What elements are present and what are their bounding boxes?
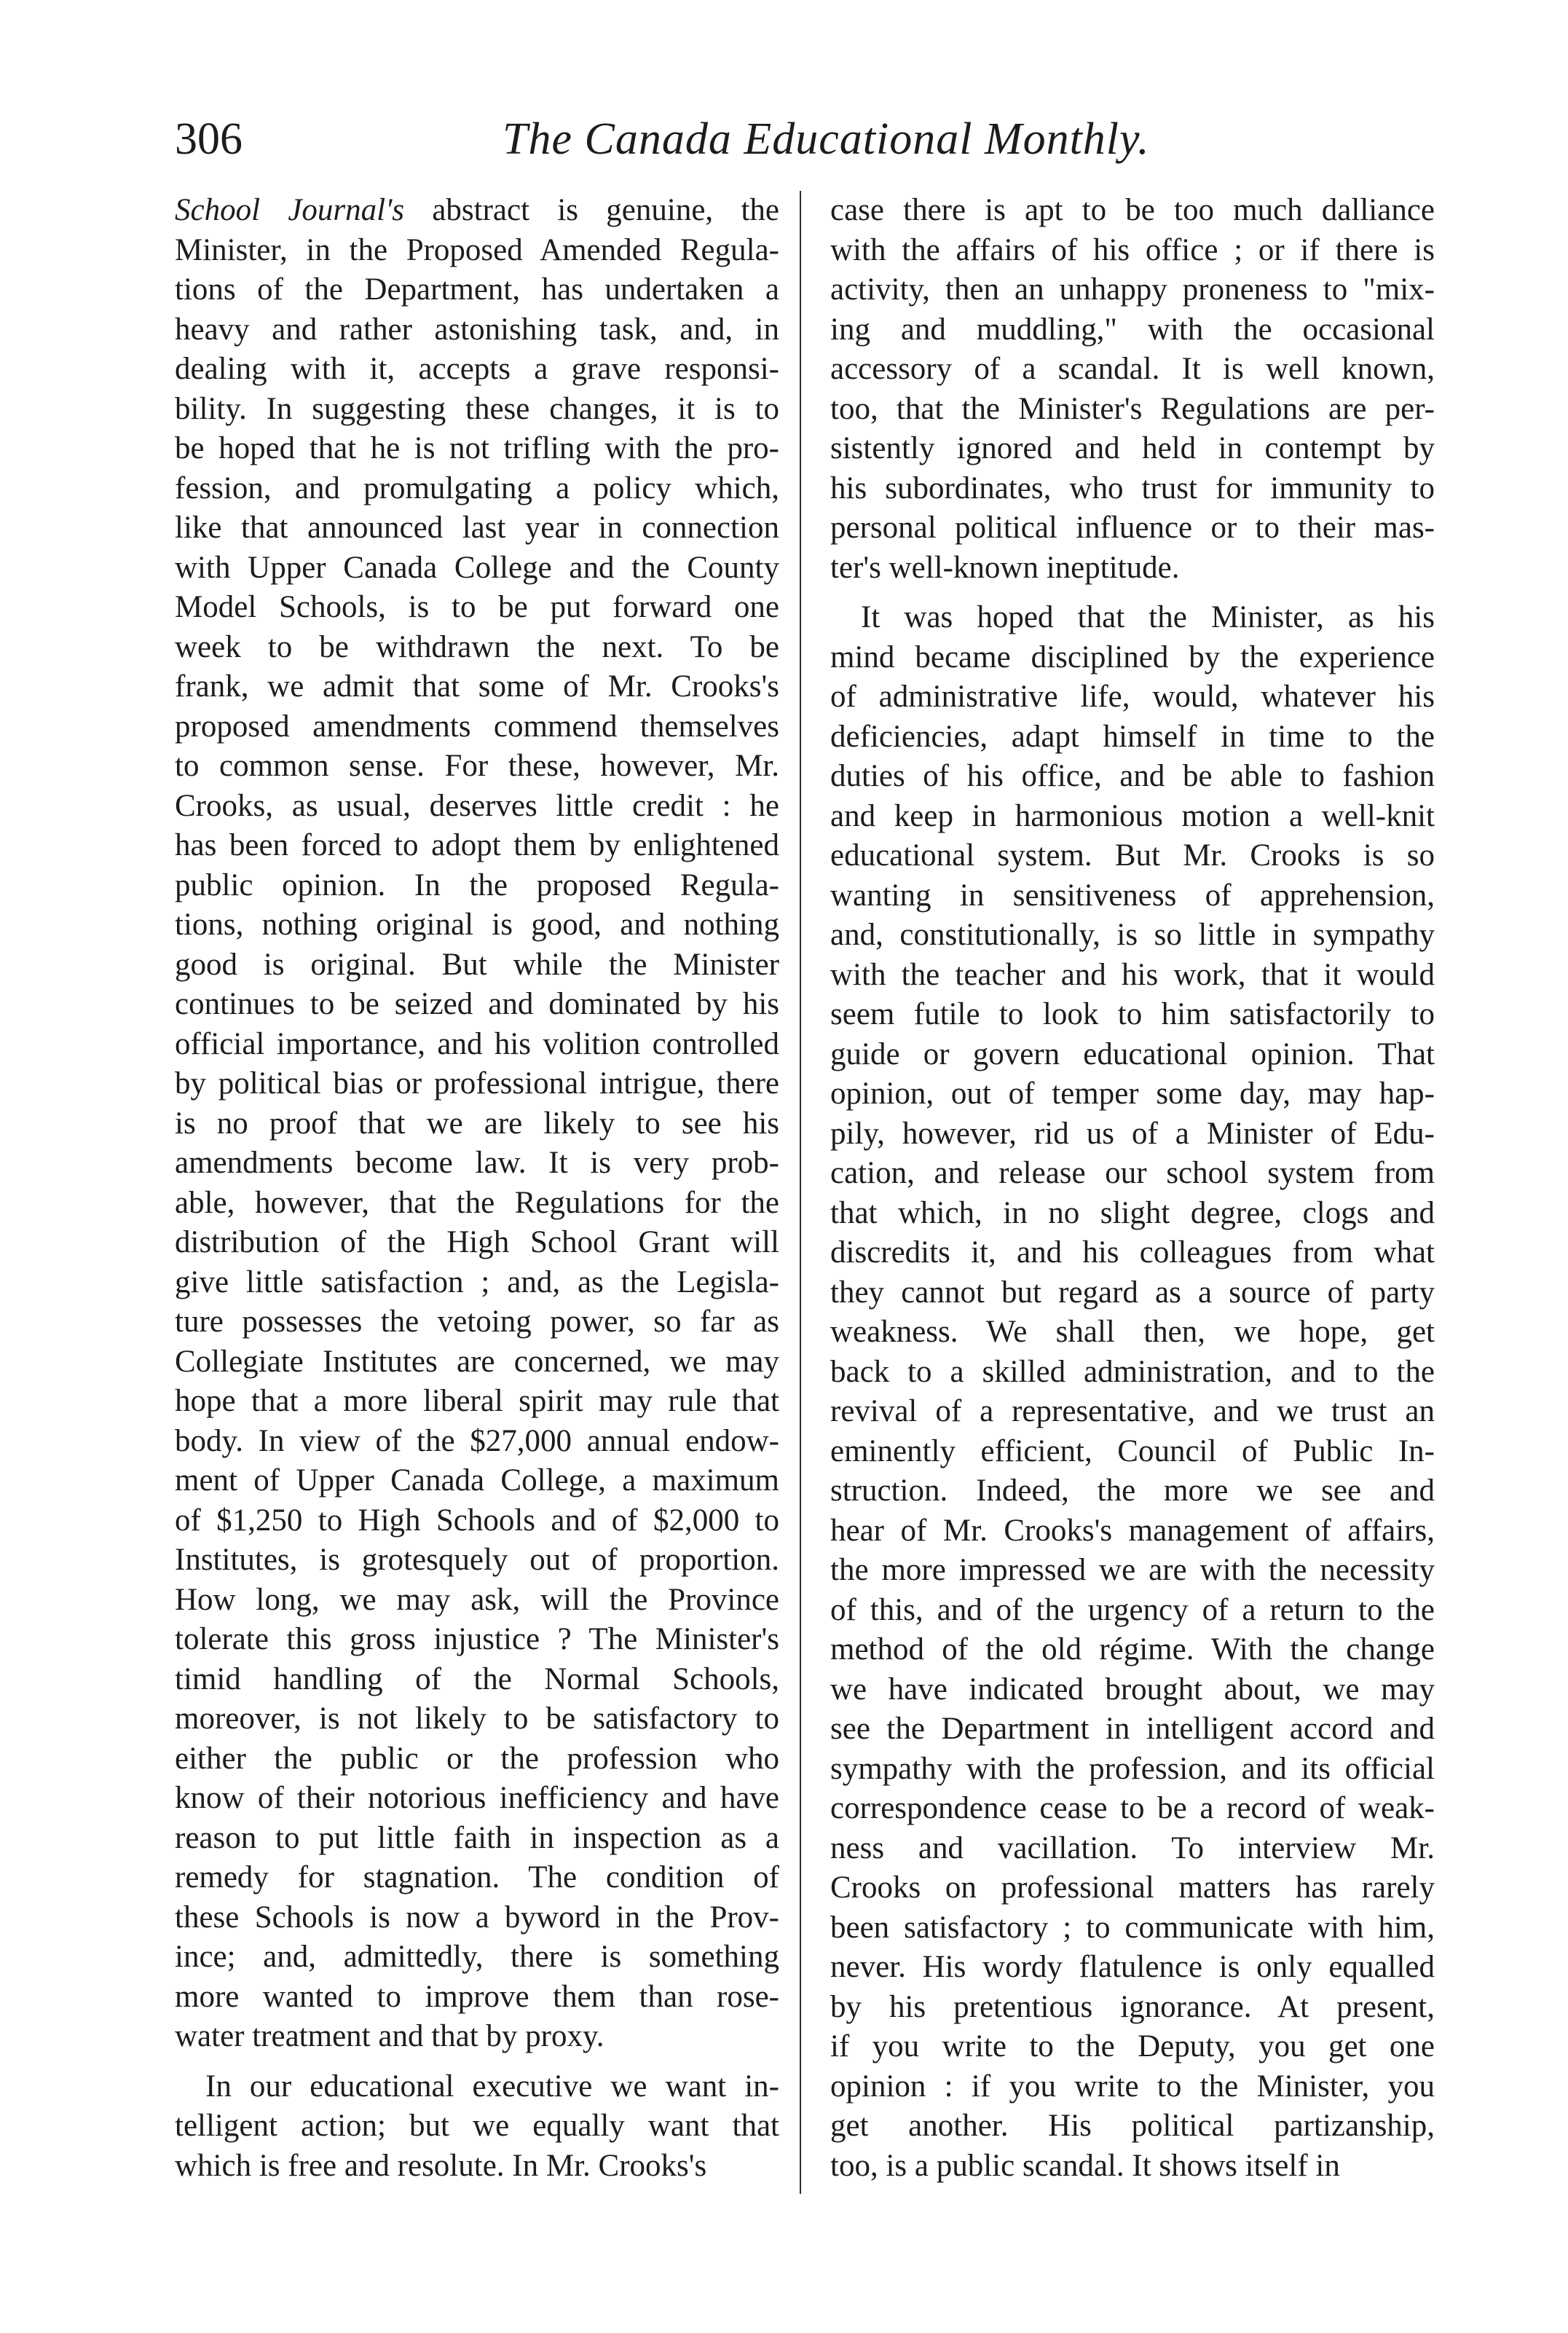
text-line: case there is apt to be too much dalliance — [830, 193, 1435, 227]
text-line: be hoped that he is not trifling with the pro- — [175, 431, 779, 465]
text-line: Collegiate Institutes are concerned, we may — [175, 1344, 779, 1379]
text-line: School Journal's abstract is genuine, the — [175, 193, 779, 227]
text-line: revival of a representative, and we trust an — [830, 1394, 1435, 1428]
text-line: personal political influence or to their mas- — [830, 511, 1435, 545]
text-line: tions, nothing original is good, and nothing — [175, 908, 779, 942]
text-line: opinion : if you write to the Minister, you — [830, 2069, 1435, 2104]
text-line: frank, we admit that some of Mr. Crooks's — [175, 669, 779, 704]
text-line: like that announced last year in connection — [175, 511, 779, 545]
text-line: discredits it, and his colleagues from what — [830, 1235, 1435, 1270]
text-line: activity, then an unhappy proneness to "mix- — [830, 272, 1435, 307]
text-line: tions of the Department, has undertaken a — [175, 272, 779, 307]
text-line: tolerate this gross injustice ? The Minister's — [175, 1622, 779, 1656]
text-line: week to be withdrawn the next. To be — [175, 629, 779, 664]
text-line: struction. Indeed, the more we see and — [830, 1474, 1435, 1508]
text-line: that which, in no slight degree, clogs and — [830, 1195, 1435, 1230]
text-line: get another. His political partizanship, — [830, 2109, 1435, 2143]
paragraph-gap — [830, 588, 1435, 598]
text-line: by political bias or professional intrigue, there — [175, 1066, 779, 1101]
text-line: which is free and resolute. In Mr. Crooks's — [175, 2148, 707, 2183]
text-line: to common sense. For these, however, Mr. — [175, 749, 779, 783]
text-line: sympathy with the profession, and its official — [830, 1751, 1435, 1786]
text-line: bility. In suggesting these changes, it is to — [175, 391, 779, 426]
text-line: sistently ignored and held in contempt by — [830, 431, 1435, 465]
column-rule — [800, 191, 801, 2194]
text-line: weakness. We shall then, we hope, get — [830, 1315, 1435, 1349]
text-line: give little satisfaction ; and, as the Legisla- — [175, 1264, 779, 1299]
paragraph — [830, 191, 1435, 588]
text-line: ing and muddling," with the occasional — [830, 312, 1435, 347]
paragraph — [830, 598, 1435, 2186]
text-line: distribution of the High School Grant will — [175, 1225, 779, 1259]
text-line: Model Schools, is to be put forward one — [175, 590, 779, 624]
text-line: telligent action; but we equally want that — [175, 2109, 779, 2143]
text-line: fession, and promulgating a policy which, — [175, 471, 779, 505]
text-line: opinion, out of temper some day, may hap- — [830, 1077, 1435, 1111]
text-line: educational system. But Mr. Crooks is so — [830, 838, 1435, 873]
text-line: Institutes, is grotesquely out of proportion. — [175, 1543, 779, 1577]
page-number: 306 — [175, 114, 243, 164]
text-line: ness and vacillation. To interview Mr. — [830, 1830, 1435, 1865]
text-line: seem futile to look to him satisfactorily to — [830, 997, 1435, 1031]
text-line: more wanted to improve them than rose- — [175, 1979, 779, 2014]
text-line: too, that the Minister's Regulations are per- — [830, 391, 1435, 426]
text-line: reason to put little faith in inspection as a — [175, 1820, 779, 1855]
text-line: official importance, and his volition controlled — [175, 1026, 779, 1061]
text-line: deficiencies, adapt himself in time to the — [830, 719, 1435, 754]
text-line: been satisfactory ; to communicate with him, — [830, 1910, 1435, 1945]
text-line: Crooks, as usual, deserves little credit : he — [175, 788, 779, 823]
text-line: remedy for stagnation. The condition of — [175, 1860, 779, 1895]
text-line: water treatment and that by proxy. — [175, 2019, 604, 2053]
text-line: dealing with it, accepts a grave responsi- — [175, 352, 779, 386]
text-line: mind became disciplined by the experience — [830, 640, 1435, 674]
text-line: Crooks on professional matters has rarely — [830, 1870, 1435, 1905]
left-column — [175, 191, 779, 2186]
text-line: Minister, in the Proposed Amended Regula- — [175, 232, 779, 267]
text-line: is no proof that we are likely to see his — [175, 1106, 779, 1141]
text-line: with the affairs of his office ; or if there is — [830, 232, 1435, 267]
text-line: good is original. But while the Minister — [175, 947, 779, 982]
text-line: It was hoped that the Minister, as his — [861, 600, 1435, 634]
text-line: moreover, is not likely to be satisfactory to — [175, 1701, 779, 1736]
text-line: accessory of a scandal. It is well known, — [830, 352, 1435, 386]
text-line: heavy and rather astonishing task, and, in — [175, 312, 779, 347]
text-line: of this, and of the urgency of a return to the — [830, 1592, 1435, 1627]
paragraph — [175, 191, 779, 2057]
text-line: has been forced to adopt them by enlightened — [175, 828, 779, 862]
text-line: of $1,250 to High Schools and of $2,000 to — [175, 1503, 779, 1538]
text-line: cation, and release our school system from — [830, 1156, 1435, 1190]
text-line: and keep in harmonious motion a well-knit — [830, 798, 1435, 833]
text-line: proposed amendments commend themselves — [175, 709, 779, 744]
text-line: ter's well-known ineptitude. — [830, 550, 1180, 585]
text-line: hear of Mr. Crooks's management of affairs, — [830, 1513, 1435, 1548]
text-line: the more impressed we are with the necessity — [830, 1553, 1435, 1587]
text-line: ment of Upper Canada College, a maximum — [175, 1463, 779, 1498]
text-line: hope that a more liberal spirit may rule that — [175, 1384, 779, 1418]
text-line: either the public or the profession who — [175, 1741, 779, 1776]
text-line: never. His wordy flatulence is only equalled — [830, 1950, 1435, 1984]
journal-title: School Journal's — [175, 193, 405, 227]
text-line: body. In view of the $27,000 annual endow- — [175, 1423, 779, 1458]
right-column — [830, 191, 1435, 2186]
text-line: too, is a public scandal. It shows itself in — [830, 2148, 1340, 2183]
text-line: In our educational executive we want in- — [205, 2069, 779, 2104]
text-line: public opinion. In the proposed Regula- — [175, 868, 779, 902]
text-line: ince; and, admittedly, there is something — [175, 1940, 779, 1974]
text-line: duties of his office, and be able to fashion — [830, 759, 1435, 793]
text-line: we have indicated brought about, we may — [830, 1672, 1435, 1707]
running-title: The Canada Educational Monthly. — [503, 114, 1150, 164]
text-line: these Schools is now a byword in the Prov- — [175, 1900, 779, 1935]
text-line: with the teacher and his work, that it would — [830, 957, 1435, 992]
text-line: his subordinates, who trust for immunity to — [830, 471, 1435, 505]
text-line: method of the old régime. With the change — [830, 1632, 1435, 1667]
paragraph — [175, 2067, 779, 2187]
text-line: with Upper Canada College and the County — [175, 550, 779, 585]
text-line: How long, we may ask, will the Province — [175, 1582, 779, 1617]
text-line: of administrative life, would, whatever his — [830, 680, 1435, 714]
paragraph-gap — [175, 2057, 779, 2067]
text-line: eminently efficient, Council of Public In- — [830, 1433, 1435, 1468]
text-line: continues to be seized and dominated by his — [175, 987, 779, 1021]
text-line: if you write to the Deputy, you get one — [830, 2029, 1435, 2063]
text-line: pily, however, rid us of a Minister of Edu- — [830, 1116, 1435, 1151]
text-line: ture possesses the vetoing power, so far as — [175, 1305, 779, 1339]
text-line: guide or govern educational opinion. That — [830, 1036, 1435, 1071]
text-line: back to a skilled administration, and to the — [830, 1354, 1435, 1389]
text-line: able, however, that the Regulations for the — [175, 1185, 779, 1220]
text-line: timid handling of the Normal Schools, — [175, 1661, 779, 1696]
text-line: see the Department in intelligent accord and — [830, 1712, 1435, 1746]
text-line: amendments become law. It is very prob- — [175, 1146, 779, 1180]
text-line: correspondence cease to be a record of weak- — [830, 1791, 1435, 1825]
text-line: and, constitutionally, is so little in sympathy — [830, 918, 1435, 952]
text-line: know of their notorious inefficiency and have — [175, 1781, 779, 1815]
text-line: wanting in sensitiveness of apprehension, — [830, 878, 1435, 913]
text-line: by his pretentious ignorance. At present, — [830, 1989, 1435, 2024]
text-line: they cannot but regard as a source of party — [830, 1275, 1435, 1310]
